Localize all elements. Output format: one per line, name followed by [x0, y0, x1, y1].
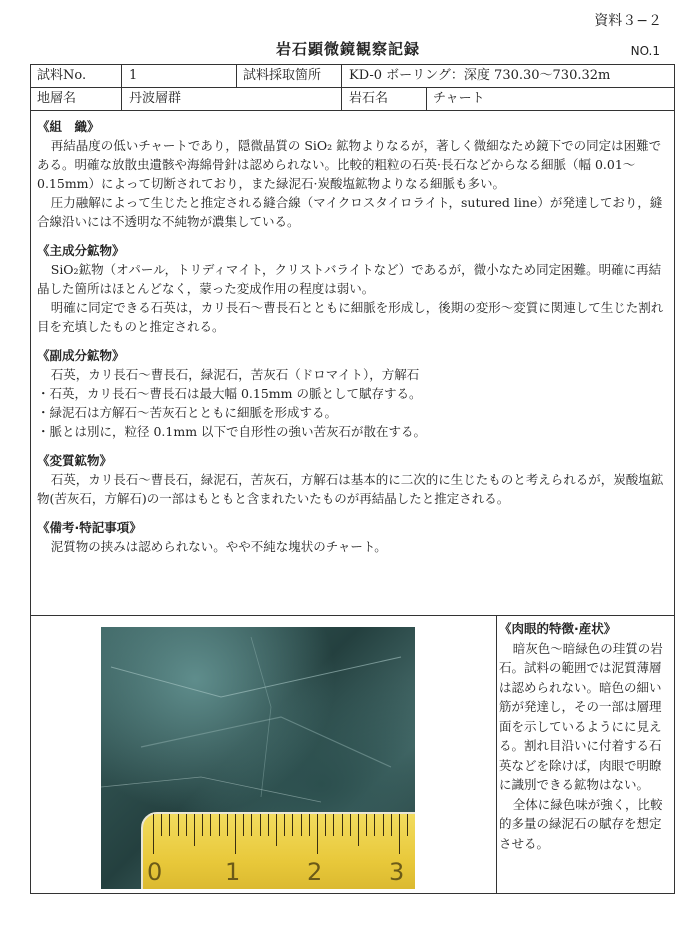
scale-tick	[407, 814, 408, 836]
scale-tick	[178, 814, 179, 836]
sample-no-label: 試料No.	[37, 68, 87, 83]
scale-tick	[260, 814, 261, 836]
scale-tick	[292, 814, 293, 836]
scale-tick	[243, 814, 244, 836]
rock-value: チャート	[433, 91, 485, 106]
scale-tick	[169, 814, 170, 836]
scale-tick	[391, 814, 392, 836]
scale-tick	[383, 814, 384, 836]
rock-sample-photo	[101, 627, 415, 889]
rock-label: 岩石名	[349, 91, 389, 106]
scale-label-2: 2	[307, 858, 323, 886]
scale-tick	[317, 814, 318, 854]
scale-tick	[399, 814, 400, 854]
document-reference: 資料３−２	[594, 13, 662, 29]
alteration-paragraph: 石英，カリ長石～曹長石，緑泥石，苦灰石，方解石は基本的に二次的に生じたものと考えられるが，炭酸塩鉱物(苦灰石，方解石)の一部はもともと含まれたいたものが再結晶したと推定される。	[37, 472, 664, 506]
strata-label: 地層名	[37, 91, 77, 106]
document-title: 岩石顕微鏡観察記録	[275, 40, 420, 58]
main-minerals-paragraph-2: 明確に同定できる石英は，カリ長石～曹長石とともに細脈を形成し，後期の変形～変質に関連して生じた割れ目を充填したものと推定される。	[37, 300, 664, 334]
sub-minerals-bullet-2: ・緑泥石は方解石～苦灰石とともに細脈を形成する。	[37, 405, 338, 420]
scale-label-0: 0	[147, 858, 163, 886]
scale-tick	[194, 814, 195, 846]
sub-minerals-heading: 《副成分鉱物》	[37, 348, 125, 363]
texture-paragraph-1: 再結晶度の低いチャートであり，隠微晶質の SiO₂ 鉱物よりなるが，著しく微細なため鏡下での同定は困難である。明確な放散虫遺骸や海綿骨針は認められない。比較的粗粒の石英·長石などからなる細脈（幅 0.01～0.15mm）によって切断されており，また緑泥石·炭酸塩鉱物よりなる細脈も多い。	[37, 138, 662, 191]
notes-heading: 《備考·特記事項》	[37, 520, 142, 535]
measuring-scale	[141, 812, 415, 889]
observation-body	[37, 117, 667, 556]
scale-tick	[301, 814, 302, 836]
scale-tick	[227, 814, 228, 836]
record-form	[30, 64, 675, 894]
scale-tick	[219, 814, 220, 836]
scale-tick	[235, 814, 236, 854]
sub-minerals-bullet-3: ・脈とは別に，粒径 0.1mm 以下で自形性の強い苦灰石が散在する。	[37, 424, 427, 439]
scale-tick	[325, 814, 326, 836]
scale-tick	[210, 814, 211, 836]
scale-tick	[374, 814, 375, 836]
scale-tick	[186, 814, 187, 836]
alteration-heading: 《変質鉱物》	[37, 453, 113, 468]
scale-tick	[161, 814, 162, 836]
scale-tick	[251, 814, 252, 836]
document-number: NO.1	[630, 44, 660, 58]
scale-label-1: 1	[225, 858, 241, 886]
scale-tick	[153, 814, 154, 854]
scale-tick	[309, 814, 310, 836]
scale-tick	[202, 814, 203, 836]
main-minerals-heading: 《主成分鉱物》	[37, 243, 125, 258]
location-value: KD-0 ボーリング：深度 730.30～730.32m	[349, 68, 611, 83]
scale-tick	[333, 814, 334, 836]
scale-tick	[342, 814, 343, 836]
texture-paragraph-2: 圧力融解によって生じたと推定される縫合線（マイクロスタイロライト，sutured line）が発達しており，縫合線沿いには不透明な不純物が濃集している。	[37, 195, 663, 229]
scale-tick	[358, 814, 359, 846]
megascopic-heading: 《肉眼的特徴·産状》	[499, 621, 617, 636]
megascopic-features	[499, 619, 671, 853]
location-label: 試料採取箇所	[243, 68, 322, 83]
scale-tick	[276, 814, 277, 846]
scale-tick	[366, 814, 367, 836]
megascopic-paragraph-2: 全体に緑色味が強く，比較的多量の緑泥石の賦存を想定させる。	[499, 796, 663, 851]
scale-tick	[284, 814, 285, 836]
scale-tick	[350, 814, 351, 836]
scale-tick	[268, 814, 269, 836]
main-minerals-paragraph-1: SiO₂鉱物（オパール，トリディマイト，クリストバライトなど）であるが，微小なため同定困難。明確に再結晶した箇所はほとんどなく，蒙った変成作用の程度は弱い。	[37, 262, 662, 296]
scale-label-3: 3	[389, 858, 405, 886]
sub-minerals-bullet-1: ・石英，カリ長石～曹長石は最大幅 0.15mm の脈として賦存する。	[37, 386, 422, 401]
megascopic-paragraph-1: 暗灰色～暗緑色の珪質の岩石。試料の範囲では泥質薄層は認められない。暗色の細い筋が発達し，その一部は層理面を示しているようにに見える。割れ目沿いに付着する石英などを除けば，肉眼で明瞭に識別できる鉱物はない。	[499, 640, 663, 792]
strata-value: 丹波層群	[129, 91, 182, 106]
sub-minerals-line: 石英，カリ長石～曹長石，緑泥石，苦灰石（ドロマイト），方解石	[50, 367, 420, 382]
texture-heading: 《組 織》	[37, 119, 100, 134]
notes-paragraph: 泥質物の挟みは認められない。やや不純な塊状のチャート。	[50, 539, 387, 554]
sample-no-value: 1	[129, 68, 138, 83]
